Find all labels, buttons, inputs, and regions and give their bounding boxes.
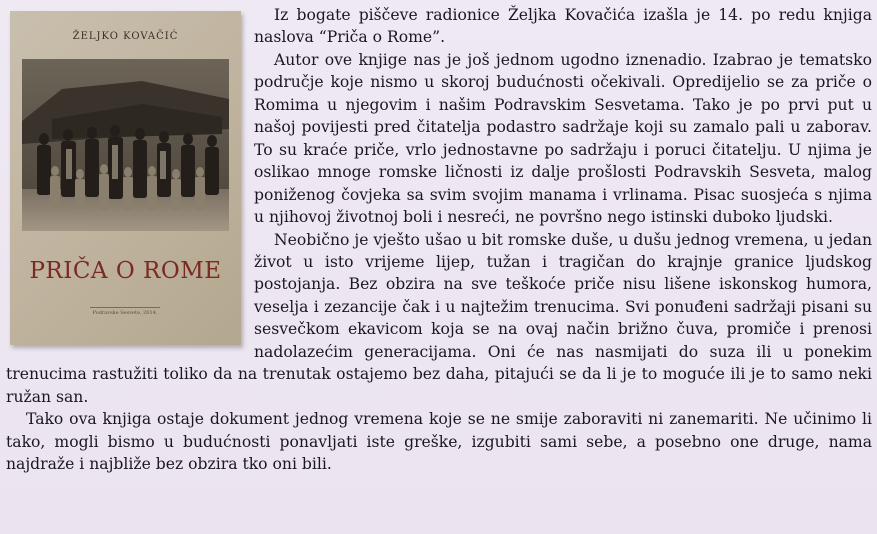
cover-publisher: Podravske Sesvete, 2014. — [90, 307, 160, 316]
paragraph-3: Neobično je vješto ušao u bit romske duše, u dušu jednog vremena, u jedan život u isto vrijeme lijep, tužan i tragičan do krajnje granice ljudskog postojanja. Bez obzira na sve teškoće priče nisu lišene iskonskog humora, veselja i zezancije čak i u najtežim trenucima. Svi ponuđeni sadržaji pisani su sesvečkom ekavicom koja se na ovaj način brižno čuva, promiče i prenosi nadolazećim generacijama. Oni će nas nasmijati do suza ili u ponekim trenucima rastužiti toliko da na trenutak ostajemo bez daha, pitajući se da li je to moguće ili je to samo neki ružan san. — [6, 230, 872, 406]
paragraph-4: Tako ova knjiga ostaje dokument jednog vremena koje se ne smije zaboraviti ni zanemariti. Ne učinimo li tako, mogli bismo u budućnosti ponavljati iste greške, izgubiti sami sebe, a posebno one druge, nama najdraže i najbliže bez obzira tko oni bili. — [6, 410, 872, 474]
paragraph-1: Iz bogate piščeve radionice Željka Kovačića izašla je 14. po redu knjiga naslova “Priča o Rome”. — [254, 6, 872, 47]
cover-title: PRIČA O ROME — [29, 258, 222, 284]
cover-photo — [22, 59, 229, 231]
book-cover — [10, 11, 241, 345]
cover-author: ŽELJKO KOVAČIĆ — [72, 31, 179, 42]
paragraph-2: Autor ove knjige nas je još jednom ugodno iznenadio. Izabrao je tematsko područje koje nismo u skorој budućnosti očekivali. Opredijelio se za priče o Romima u njegovim i našim Podravskim Sesvetama. Tako je po prvi put u našoj povijesti pred čitatelja podastro sadržaje koji su zamalo pali u zaborav. To su kraće priče, vrlo jednostavne po sadržaju i poruci čitatelju. U njima je oslikao mnoge romske ličnosti iz dalje prošlosti Podravskih Sesveta, malog poniženog čovjeka sa svim svojim manama i vrlinama. Pisac suosjeća s njima u njihovoj životnoj boli i nesreći, ne površno nego istinski duboko ljudski. — [254, 50, 872, 227]
